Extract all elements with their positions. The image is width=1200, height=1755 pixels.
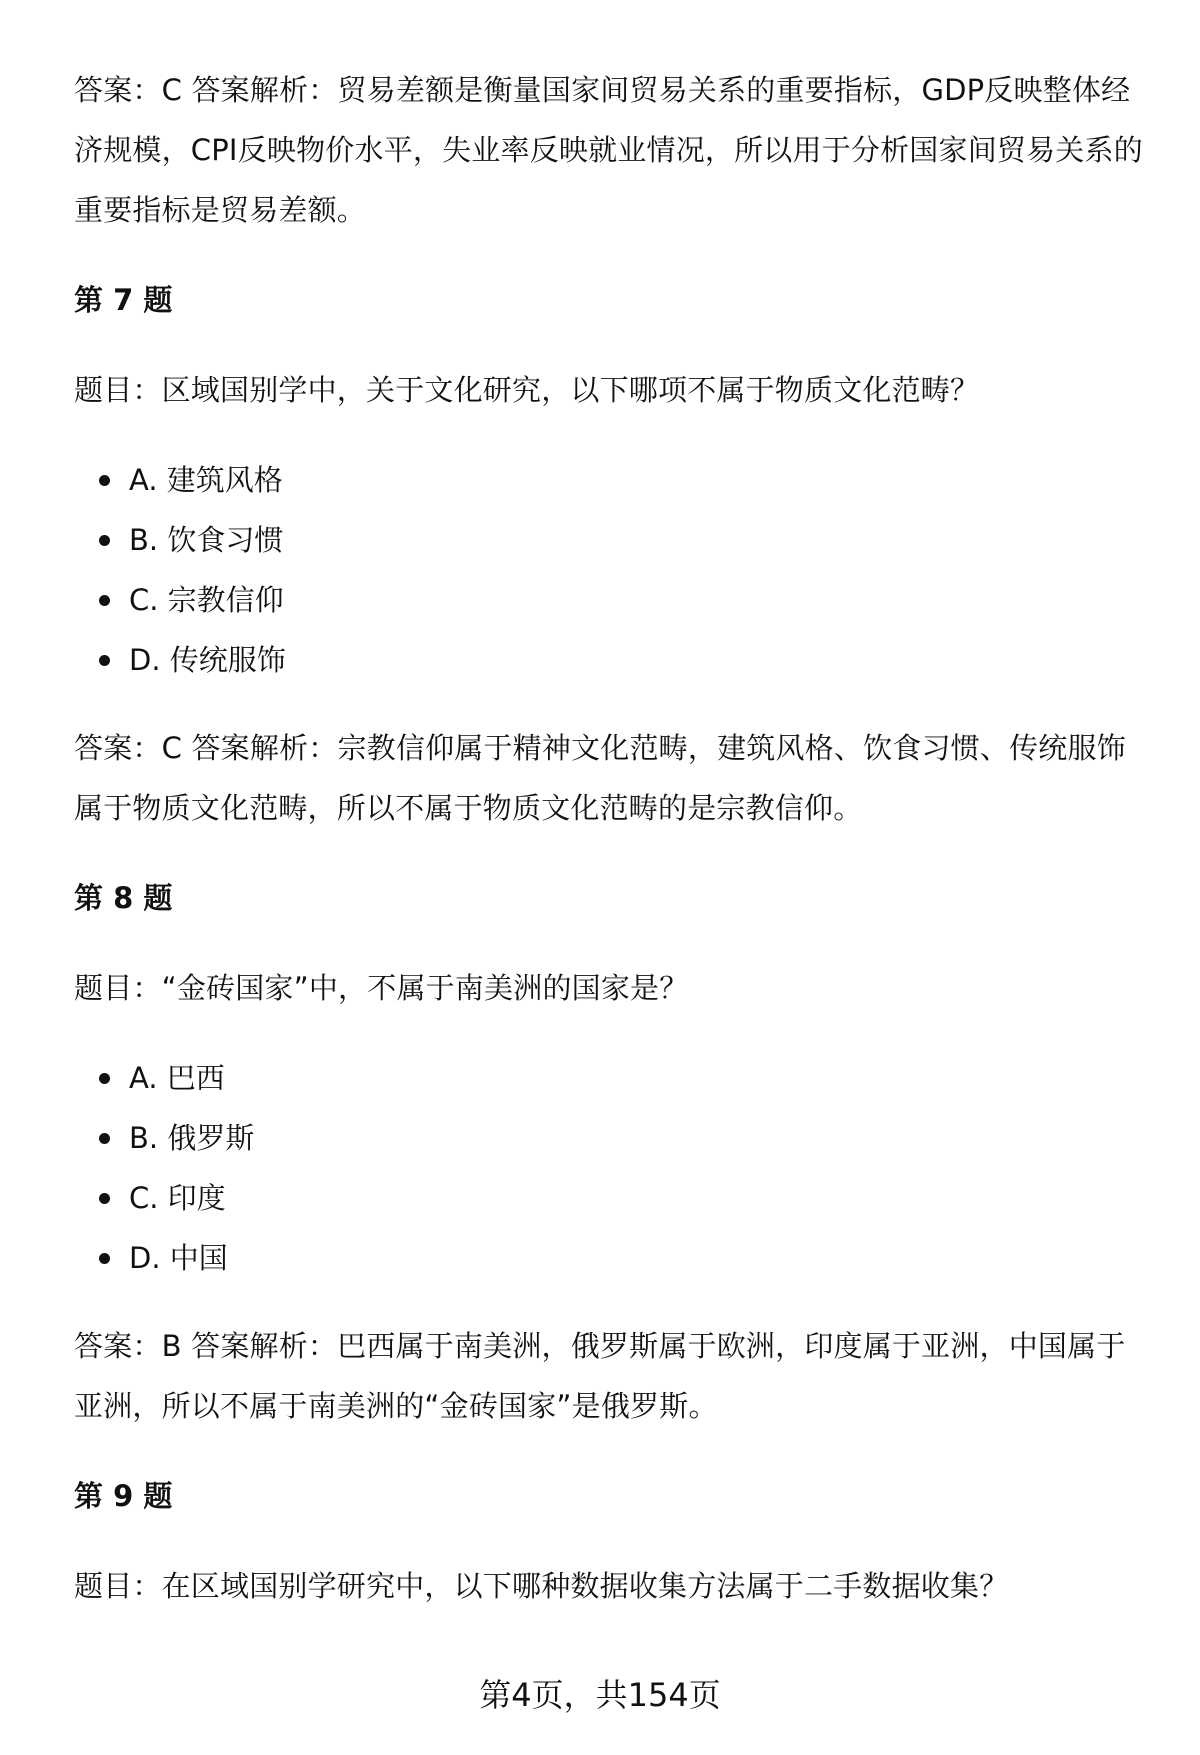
question-7-heading: 第 7 题 [74, 283, 173, 317]
question-9-heading: 第 9 题 [74, 1479, 173, 1513]
question-8-option-a: A. 巴西 [74, 1048, 1154, 1108]
question-7-answer: 答案：C 答案解析：宗教信仰属于精神文化范畴，建筑风格、饮食习惯、传统服饰属于物质文化范畴，所以不属于物质文化范畴的是宗教信仰。 [74, 731, 1126, 825]
question-7-option-c: C. 宗教信仰 [74, 570, 1154, 630]
question-8-heading: 第 8 题 [74, 881, 173, 915]
previous-answer: 答案：C 答案解析：贸易差额是衡量国家间贸易关系的重要指标，GDP反映整体经济规模，CPI反映物价水平，失业率反映就业情况，所以用于分析国家间贸易关系的重要指标是贸易差额。 [74, 73, 1143, 227]
question-7-option-b: B. 饮食习惯 [74, 510, 1154, 570]
question-8-option-c: C. 印度 [74, 1168, 1154, 1228]
question-8-answer: 答案：B 答案解析：巴西属于南美洲，俄罗斯属于欧洲，印度属于亚洲，中国属于亚洲，所以不属于南美洲的“金砖国家”是俄罗斯。 [74, 1329, 1126, 1423]
question-9-prompt: 题目：在区域国别学研究中，以下哪种数据收集方法属于二手数据收集？ [74, 1569, 1009, 1603]
page-content [74, 60, 1154, 1616]
page-number-footer: 第4页，共154页 [479, 1676, 721, 1714]
question-7-option-d: D. 传统服饰 [74, 630, 1154, 690]
question-8-option-b: B. 俄罗斯 [74, 1108, 1154, 1168]
question-7-prompt: 题目：区域国别学中，关于文化研究，以下哪项不属于物质文化范畴？ [74, 373, 980, 407]
question-8-option-d: D. 中国 [74, 1228, 1154, 1288]
question-8-options [74, 1048, 1154, 1288]
question-7-option-a: A. 建筑风格 [74, 450, 1154, 510]
question-7-options [74, 450, 1154, 690]
question-8-prompt: 题目：“金砖国家”中，不属于南美洲的国家是？ [74, 971, 689, 1005]
